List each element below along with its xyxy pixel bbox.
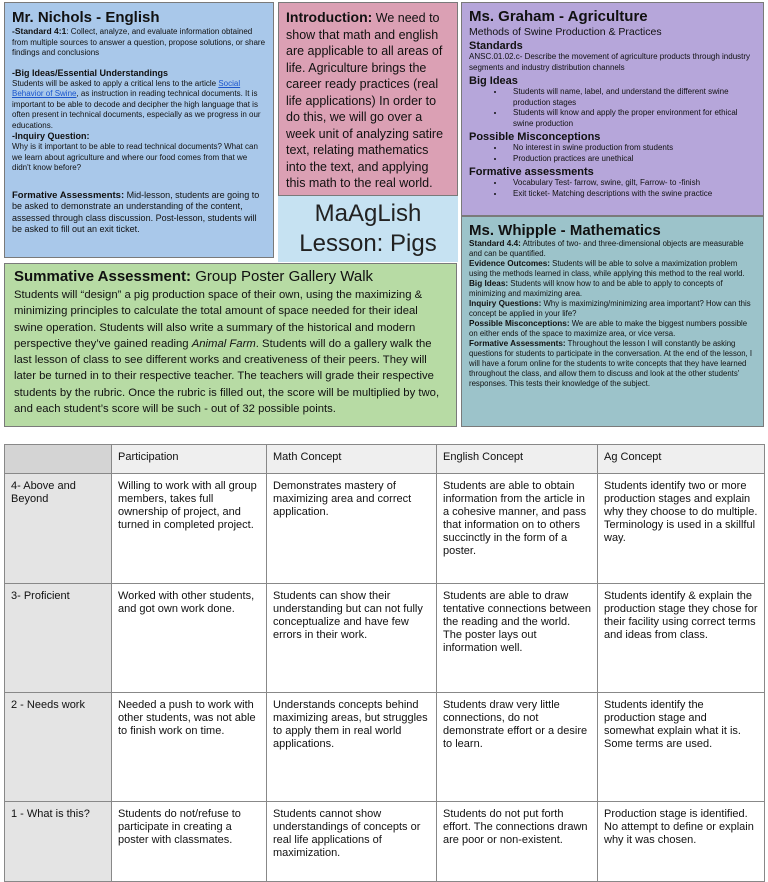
- agriculture-big-ideas-heading: Big Ideas: [469, 75, 518, 87]
- list-item: • Exit ticket- Matching descriptions with the swine practice: [505, 189, 756, 200]
- rubric-cell: Students identify the production stage and somewhat explain what it is. Some terms are used.: [598, 693, 765, 802]
- math-inquiry-questions: Inquiry Questions: Why is maximizing/minimizing area important? How can this concept be applied in your life?: [469, 299, 751, 318]
- english-big-ideas-text: Students will be asked to apply a critical lens to the article Social Behavior of Swine, as instruction in reading technical documents. It is important to be able to decode and decipher the high language that is often present in technical documents, especially as we progress in our educations.: [12, 78, 261, 130]
- rubric-cell: Production stage is identified. No attempt to define or explain why it was chosen.: [598, 802, 765, 882]
- table-row: [5, 693, 765, 802]
- math-misconceptions: Possible Misconceptions: We are able to make the biggest numbers possible on either ends of the space to maximize area, or vice versa.: [469, 319, 748, 338]
- agriculture-standards-text: ANSC.01.02.c- Describe the movement of agriculture products through industry segments and industry distribution channels: [469, 52, 751, 72]
- rubric-cell: Students do not put forth effort. The connections drawn are poor or non-existent.: [437, 802, 598, 882]
- column-header: Ag Concept: [598, 445, 765, 474]
- rubric-header-row: [5, 445, 765, 474]
- math-standard: Standard 4.4: Attributes of two- and three-dimensional objects are measurable and can be quantified.: [469, 239, 744, 258]
- column-header: Participation: [112, 445, 267, 474]
- table-row: [5, 474, 765, 584]
- list-item: • Vocabulary Test- farrow, swine, gilt, Farrow- to -finish: [505, 178, 756, 189]
- agriculture-big-ideas-list: [469, 87, 756, 129]
- rubric-cell: Students cannot show understandings of concepts or real life applications of maximization.: [267, 802, 437, 882]
- rubric-level: 2 - Needs work: [5, 693, 112, 802]
- list-item: • Students will know and apply the proper environment for ethical swine production: [505, 108, 756, 129]
- math-formative: Formative Assessments: Throughout the lesson I will constantly be asking questions for students to participate in the conversation. At the end of the lesson, I will have a forum online for the students to write concepts that they have learned throughout the class, and allow them to discuss and look at the other students' responses. This tests their knowledge of the subject.: [469, 339, 753, 388]
- summative-panel: [4, 263, 457, 427]
- agriculture-standards-heading: Standards: [469, 40, 523, 52]
- summative-text: Students will “design” a pig production space of their own, using the maximizing & minimizing principles to calculate the total amount of space needed for their ideal swine operation. Students will also write a summary of the historical and modern perspective they’ve gained reading Animal Farm. Students will do a gallery walk the last lesson of class to see different works and creativeness of their peers. They will later be turned in to their respective teacher. The teachers will grade their respective students by the rubric. Once the rubric is filled out, the score will be multiplied by two, and each student’s score will be such - out of 32 possible points.: [14, 289, 440, 416]
- math-big-ideas: Big Ideas: Students will know how to and be able to apply to concepts of minimizing and maximizing area.: [469, 279, 723, 298]
- lesson-subtitle: Lesson: Pigs: [299, 230, 437, 257]
- rubric-cell: Students identify & explain the production stage they chose for their facility using correct terms and ideas from class.: [598, 584, 765, 693]
- table-row: [5, 584, 765, 693]
- english-standard: -Standard 4:1: Collect, analyze, and evaluate information obtained from multiple sources to answer a question, propose solutions, or share findings and conclusions: [12, 26, 266, 57]
- rubric-corner-header: [5, 445, 112, 474]
- list-item: • No interest in swine production from students: [505, 143, 756, 154]
- lesson-title-panel: [278, 196, 458, 262]
- summative-title: Summative Assessment: Group Poster Gallery Walk: [14, 268, 374, 285]
- lesson-title: MaAgLish: [314, 200, 422, 227]
- introduction-text: Introduction: We need to show that math and english are applicable to all areas of life. Agriculture brings the career ready practices (real life applications) In order to do this, we will go over a week unit of analyzing satire text, relating mathematics into the text, and applying this math to the real world.: [286, 9, 444, 190]
- agriculture-panel-title: Ms. Graham - Agriculture: [469, 8, 648, 25]
- rubric-cell: Worked with other students, and got own work done.: [112, 584, 267, 693]
- rubric-level: 4- Above and Beyond: [5, 474, 112, 584]
- rubric-cell: Willing to work with all group members, takes full ownership of project, and turned in completed project.: [112, 474, 267, 584]
- math-evidence-outcomes: Evidence Outcomes: Students will be able to solve a maximization problem using the methods learned in class, while applying this method to the real world.: [469, 259, 745, 278]
- agriculture-misconceptions-heading: Possible Misconceptions: [469, 131, 601, 143]
- agriculture-panel: [461, 2, 764, 216]
- english-panel-title: Mr. Nichols - English: [12, 9, 160, 26]
- list-item: • Production practices are unethical: [505, 154, 756, 165]
- rubric-table: [4, 444, 765, 882]
- mathematics-panel-title: Ms. Whipple - Mathematics: [469, 222, 661, 239]
- english-panel: [4, 2, 274, 258]
- english-inquiry-text: Why is it important to be able to read technical documents? What can we learn about agriculture and where our food comes from that we didn't know before?: [12, 142, 258, 172]
- introduction-panel: [278, 2, 458, 196]
- agriculture-formative-heading: Formative assessments: [469, 166, 594, 178]
- rubric-cell: Demonstrates mastery of maximizing area and correct application.: [267, 474, 437, 584]
- rubric-cell: Students can show their understanding but can not fully conceptualize and have few errors in their work.: [267, 584, 437, 693]
- mathematics-panel: [461, 216, 764, 427]
- rubric-level: 3- Proficient: [5, 584, 112, 693]
- agriculture-formative-list: [469, 178, 756, 199]
- rubric-cell: Students draw very little connections, do not demonstrate effort or a desire to learn.: [437, 693, 598, 802]
- rubric-cell: Students are able to draw tentative connections between the reading and the world. The poster lays out information well.: [437, 584, 598, 693]
- english-inquiry-heading: -Inquiry Question:: [12, 131, 90, 141]
- rubric-cell: Students identify two or more production stages and explain why they choose to do multiple. Terminology is used in a skillful way.: [598, 474, 765, 584]
- rubric-cell: Students do not/refuse to participate in creating a poster with classmates.: [112, 802, 267, 882]
- agriculture-subtitle: Methods of Swine Production & Practices: [469, 26, 662, 38]
- article-link[interactable]: Social Behavior of Swine: [12, 78, 241, 98]
- english-big-ideas-heading: -Big Ideas/Essential Understandings: [12, 67, 169, 78]
- rubric-cell: Needed a push to work with other students, was not able to finish work on time.: [112, 693, 267, 802]
- table-row: [5, 802, 765, 882]
- rubric-level: 1 - What is this?: [5, 802, 112, 882]
- column-header: Math Concept: [267, 445, 437, 474]
- agriculture-misconceptions-list: [469, 143, 756, 164]
- rubric-cell: Understands concepts behind maximizing areas, but struggles to apply them in real world applications.: [267, 693, 437, 802]
- rubric-cell: Students are able to obtain information from the article in a cohesive manner, and pass that information on to others succinctly in the form of a poster.: [437, 474, 598, 584]
- list-item: • Students will name, label, and understand the different swine production stages: [505, 87, 756, 108]
- english-formative: Formative Assessments: Mid-lesson, students are going to be asked to demonstrate an understanding of the content, assessed through class discussion. Post-lesson, students will be asked to fill out an exit ticket.: [12, 189, 260, 234]
- column-header: English Concept: [437, 445, 598, 474]
